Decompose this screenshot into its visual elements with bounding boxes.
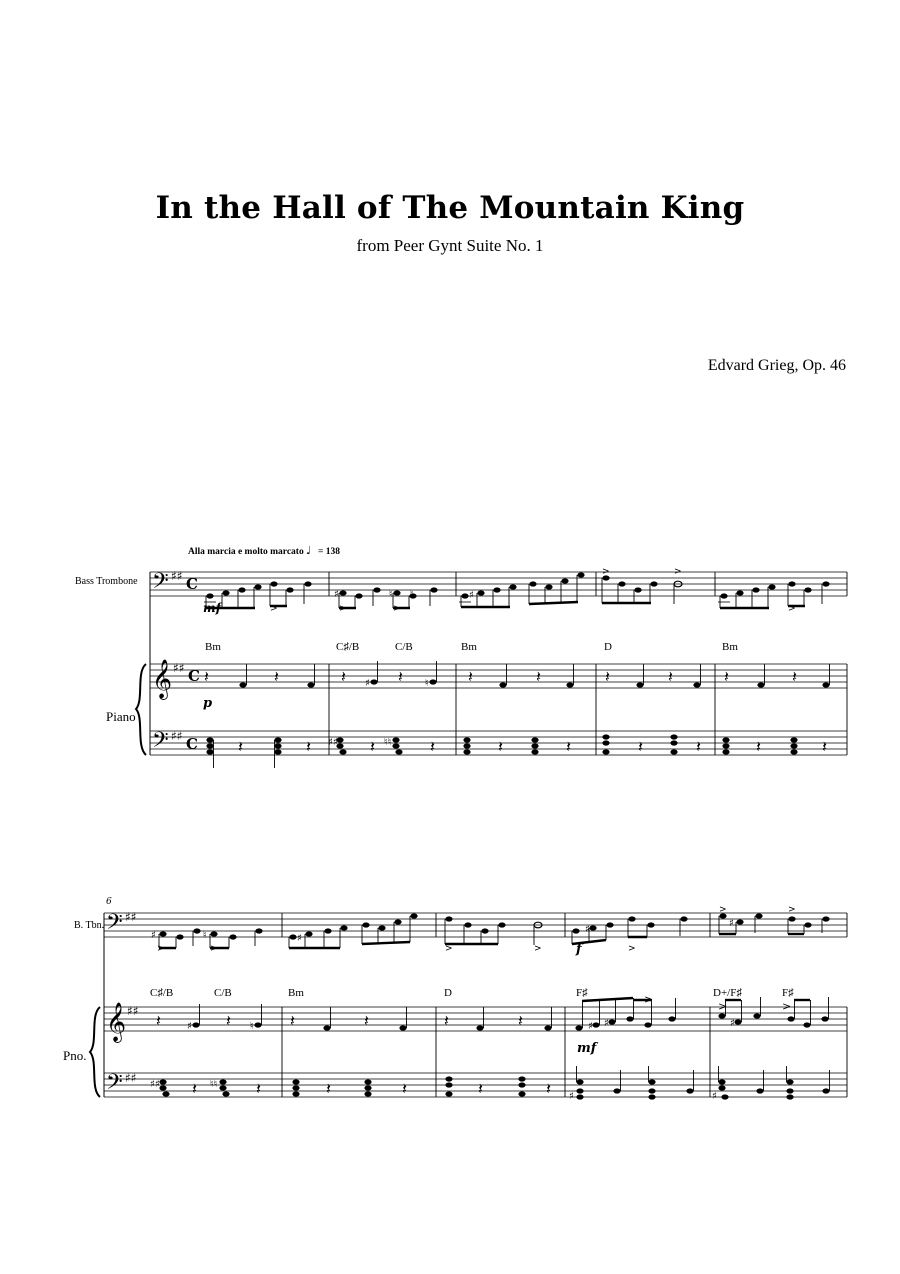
svg-text:𝄽: 𝄽 (226, 1011, 231, 1030)
key-signature-icon: ♯♯ (173, 661, 185, 675)
svg-text:>: > (602, 567, 610, 577)
svg-text:♮: ♮ (425, 678, 429, 689)
svg-text:♯: ♯ (469, 590, 474, 601)
svg-text:♯: ♯ (151, 930, 156, 941)
svg-text:♯: ♯ (297, 933, 302, 944)
svg-text:♯: ♯ (585, 924, 590, 935)
piano-treble-notes-sys2 (156, 993, 829, 1032)
svg-text:𝄽: 𝄽 (696, 737, 701, 756)
piano-brace (90, 1007, 100, 1097)
bass-clef-icon: 𝄢 (152, 569, 169, 599)
svg-text:𝄽: 𝄽 (430, 737, 435, 756)
svg-text:♮: ♮ (410, 589, 414, 600)
svg-text:♮♮: ♮♮ (384, 737, 392, 748)
treble-clef-icon: 𝄞 (106, 1002, 127, 1042)
dynamic-mark: mf (577, 1041, 597, 1056)
key-signature-icon: ♯♯ (171, 569, 183, 583)
svg-text:𝄽: 𝄽 (498, 737, 503, 756)
svg-text:F♯: F♯ (576, 987, 588, 999)
svg-text:♮: ♮ (203, 930, 207, 941)
svg-text:𝄽: 𝄽 (274, 667, 279, 686)
svg-text:>: > (339, 604, 347, 614)
svg-text:𝄽: 𝄽 (238, 737, 243, 756)
key-signature-icon: ♯♯ (125, 910, 137, 924)
svg-text:♮♮: ♮♮ (210, 1079, 218, 1090)
dynamic-mark: mf (203, 601, 221, 615)
piano-treble-staff-2 (104, 1007, 847, 1031)
svg-text:𝄽: 𝄽 (546, 1079, 551, 1098)
svg-text:𝄽: 𝄽 (468, 667, 473, 686)
key-signature-icon: ♯♯ (171, 729, 183, 743)
svg-text:>: > (782, 1000, 792, 1013)
svg-text:♯: ♯ (712, 1091, 717, 1102)
svg-text:>: > (445, 944, 453, 954)
svg-text:>: > (534, 944, 542, 954)
barlines-sys1 (329, 572, 847, 755)
svg-text:𝄽: 𝄽 (566, 737, 571, 756)
svg-text:Bm: Bm (288, 987, 304, 999)
svg-text:𝄽: 𝄽 (364, 1011, 369, 1030)
svg-text:𝄽: 𝄽 (306, 737, 311, 756)
svg-text:♯♯: ♯♯ (328, 737, 338, 748)
time-signature: C (188, 667, 200, 685)
svg-text:𝄽: 𝄽 (341, 667, 346, 686)
svg-text:♯: ♯ (334, 589, 339, 600)
system-2 (63, 897, 847, 1102)
bass-clef-icon: 𝄢 (152, 728, 169, 758)
system-1 (75, 544, 847, 768)
barlines-sys2 (282, 913, 847, 1097)
svg-text:Bm: Bm (722, 641, 738, 653)
svg-text:𝄽: 𝄽 (444, 1011, 449, 1030)
svg-text:>: > (393, 604, 401, 614)
trombone-notes-sys1 (204, 567, 830, 614)
trombone-label: Bass Trombone (75, 576, 138, 587)
svg-text:>: > (719, 905, 727, 915)
svg-text:𝄽: 𝄽 (204, 667, 209, 686)
svg-text:>: > (718, 1000, 728, 1013)
svg-text:C/B: C/B (214, 987, 232, 999)
svg-text:>: > (674, 567, 682, 577)
svg-text:𝄽: 𝄽 (668, 667, 673, 686)
bass-clef-icon: 𝄢 (106, 1070, 123, 1100)
svg-text:♮: ♮ (389, 589, 393, 600)
piano-brace (136, 664, 146, 755)
chord-symbols-sys2 (150, 987, 794, 999)
score-title: In the Hall of The Mountain King (155, 190, 745, 226)
svg-text:𝄽: 𝄽 (638, 737, 643, 756)
tempo-note-icon: ♩ (306, 544, 312, 557)
svg-text:C♯/B: C♯/B (150, 987, 174, 999)
piano-treble-staff-1 (150, 664, 847, 688)
key-signature-icon: ♯♯ (127, 1004, 139, 1018)
svg-text:Bm: Bm (461, 641, 477, 653)
svg-text:𝄽: 𝄽 (192, 1079, 197, 1098)
svg-text:>: > (210, 944, 218, 954)
svg-text:𝄽: 𝄽 (156, 1011, 161, 1030)
bass-clef-icon: 𝄢 (106, 910, 123, 940)
treble-clef-icon: 𝄞 (152, 659, 173, 699)
svg-text:>: > (788, 905, 796, 915)
svg-text:𝄽: 𝄽 (290, 1011, 295, 1030)
svg-text:D+/F♯: D+/F♯ (713, 987, 742, 999)
svg-text:𝄽: 𝄽 (478, 1079, 483, 1098)
svg-text:𝄽: 𝄽 (605, 667, 610, 686)
measure-number: 6 (106, 897, 112, 907)
dynamic-mark: p (203, 696, 213, 711)
svg-text:C♯/B: C♯/B (336, 641, 360, 653)
svg-text:♯: ♯ (569, 1091, 574, 1102)
svg-text:♯: ♯ (365, 678, 370, 689)
svg-text:Bm: Bm (205, 641, 221, 653)
svg-text:𝄽: 𝄽 (536, 667, 541, 686)
svg-text:♯: ♯ (187, 1021, 192, 1032)
svg-text:𝄽: 𝄽 (756, 737, 761, 756)
svg-text:♯: ♯ (730, 1018, 735, 1029)
tempo-marking: Alla marcia e molto marcato (188, 547, 304, 557)
piano-label: Pno. (63, 1048, 87, 1063)
svg-text:𝄽: 𝄽 (724, 667, 729, 686)
svg-text:>: > (270, 604, 278, 614)
composer-credit: Edvard Grieg, Op. 46 (707, 357, 846, 374)
svg-text:𝄽: 𝄽 (370, 737, 375, 756)
svg-text:♮: ♮ (250, 1021, 254, 1032)
svg-text:>: > (157, 944, 165, 954)
svg-text:𝄽: 𝄽 (792, 667, 797, 686)
svg-text:D: D (444, 987, 452, 999)
time-signature: C (186, 735, 198, 753)
tempo-bpm: = 138 (318, 547, 341, 557)
piano-bass-notes-sys1 (206, 734, 827, 768)
chord-symbols-sys1 (205, 641, 738, 653)
dynamic-mark: f (576, 942, 582, 957)
svg-text:F♯: F♯ (782, 987, 794, 999)
time-signature: C (186, 575, 198, 593)
svg-text:𝄽: 𝄽 (518, 1011, 523, 1030)
svg-text:𝄽: 𝄽 (402, 1079, 407, 1098)
svg-text:♯: ♯ (729, 918, 734, 929)
piano-treble-notes-sys1 (204, 661, 830, 689)
svg-text:♯: ♯ (588, 1021, 593, 1032)
svg-text:♯♯: ♯♯ (150, 1079, 160, 1090)
svg-text:>: > (644, 993, 654, 1006)
key-signature-icon: ♯♯ (125, 1071, 137, 1085)
svg-text:>: > (628, 944, 636, 954)
score-subtitle: from Peer Gynt Suite No. 1 (356, 236, 544, 255)
svg-text:♯: ♯ (604, 1018, 609, 1029)
svg-text:D: D (604, 641, 612, 653)
trombone-notes-sys2 (151, 905, 830, 954)
piano-label: Piano (106, 709, 136, 724)
svg-text:𝄽: 𝄽 (326, 1079, 331, 1098)
svg-text:𝄽: 𝄽 (398, 667, 403, 686)
trombone-label: B. Tbn. (74, 920, 105, 931)
svg-text:>: > (788, 604, 796, 614)
svg-text:C/B: C/B (395, 641, 413, 653)
svg-text:𝄽: 𝄽 (256, 1079, 261, 1098)
svg-text:𝄽: 𝄽 (822, 737, 827, 756)
